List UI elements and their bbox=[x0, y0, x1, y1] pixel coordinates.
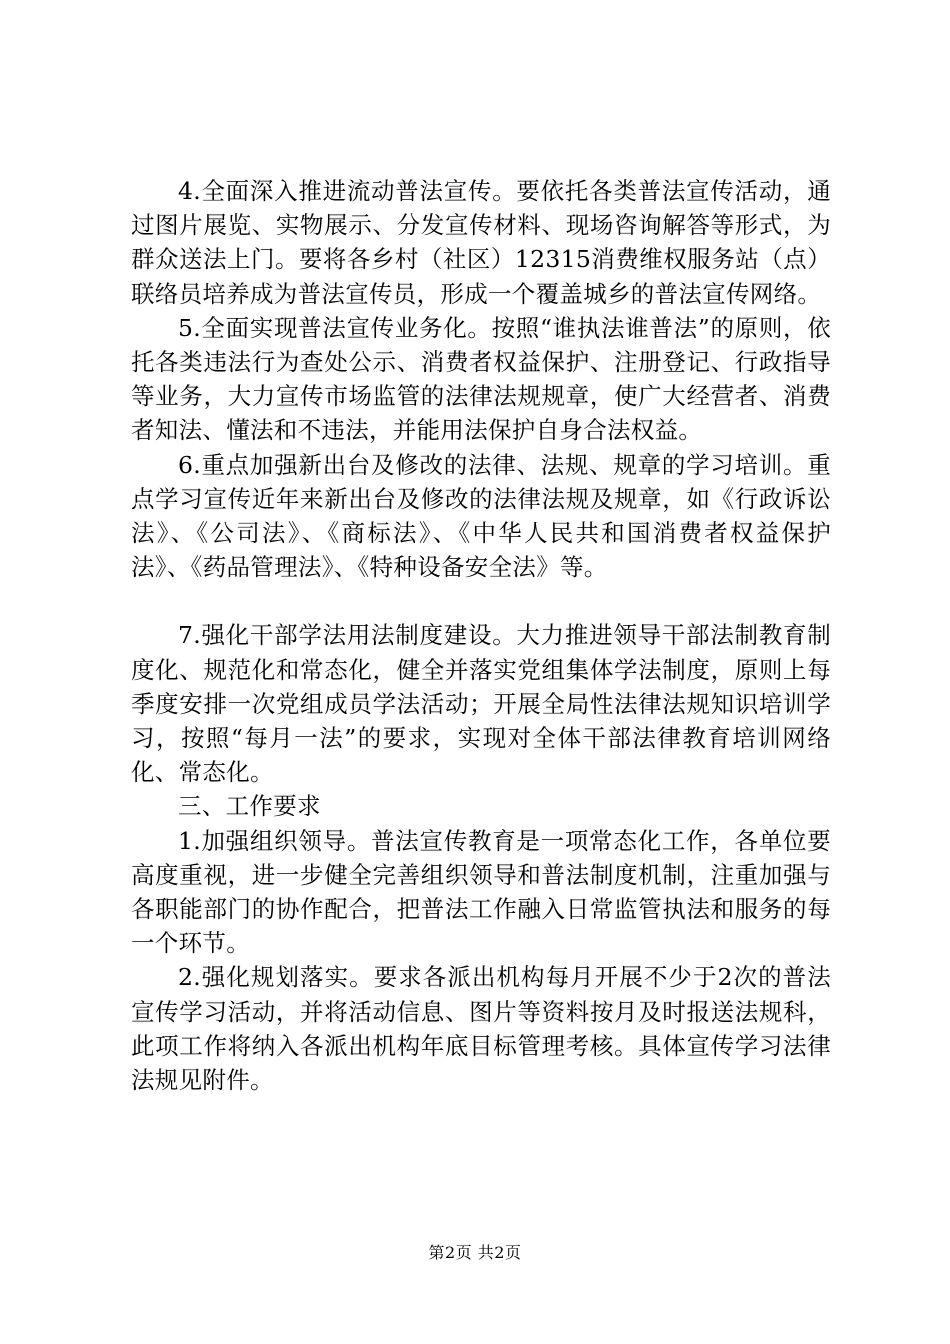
paragraph-item-4: 4.全面深入推进流动普法宣传。要依托各类普法宣传活动，通过图片展览、实物展示、分发宣传材料、现场咨询解答等形式，为群众送法上门。要将各乡村（社区）12315消费维权服务站（点）联络员培养成为普法宣传员，形成一个覆盖城乡的普法宣传网络。 bbox=[131, 177, 831, 308]
paragraph-requirement-2: 2.强化规划落实。要求各派出机构每月开展不少于2次的普法宣传学习活动，并将活动信息、图片等资料按月及时报送法规科，此项工作将纳入各派出机构年底目标管理考核。具体宣传学习法律法规见附件。 bbox=[131, 963, 831, 1095]
paragraph-item-7: 7.强化干部学法用法制度建设。大力推进领导干部法制教育制度化、规范化和常态化，健全并落实党组集体学法制度，原则上每季度安排一次党组成员学法活动；开展全局性法律法规知识培训学习，按照“每月一法”的要求，实现对全体干部法律教育培训网络化、常态化。 bbox=[131, 621, 831, 787]
document-body bbox=[131, 174, 831, 1097]
section-heading-work-requirements: 三、工作要求 bbox=[178, 792, 321, 821]
paragraph-item-5: 5.全面实现普法宣传业务化。按照“谁执法谁普法”的原则，依托各类违法行为查处公示、消费者权益保护、注册登记、行政指导等业务，大力宣传市场监管的法律法规规章，使广大经营者、消费者知法、懂法和不违法，并能用法保护自身合法权益。 bbox=[131, 313, 831, 445]
paragraph-requirement-1: 1.加强组织领导。普法宣传教育是一项常态化工作，各单位要高度重视，进一步健全完善组织领导和普法制度机制，注重加强与各职能部门的协作配合，把普法工作融入日常监管执法和服务的每一个环节。 bbox=[131, 826, 831, 958]
page-number-footer: 第2页 共2页 bbox=[428, 1243, 522, 1262]
paragraph-item-6: 6.重点加强新出台及修改的法律、法规、规章的学习培训。重点学习宣传近年来新出台及修改的法律法规及规章，如《行政诉讼法》、《公司法》、《商标法》、《中华人民共和国消费者权益保护法》、《药品管理法》、《特种设备安全法》等。 bbox=[131, 450, 831, 582]
